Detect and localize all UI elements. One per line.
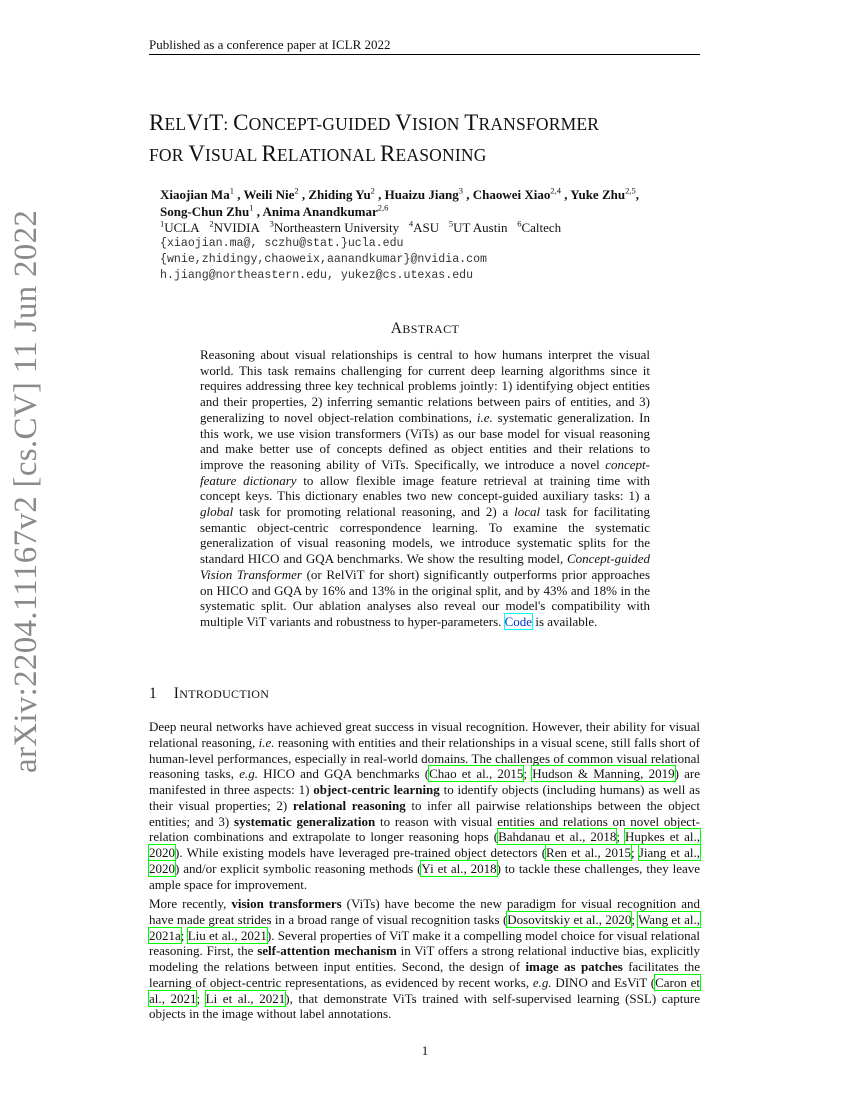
citation-link[interactable]: Jiang et al., 2020 <box>149 845 700 876</box>
author-list: Xiaojian Ma$^1$ , Weili Nie$^2$ , Zhiding Yu$^2$ , Huaizu Jiang$^3$ , Chaowei Xiao$^{2,4}$ , Yuke Zhu$^{2,5}$, Song-Chun Zhu$^1$ , Anima Anandkumar$^{2,6}$ <box>160 185 639 219</box>
arxiv-identifier[interactable]: arXiv:2204.11167v2 [cs.CV] 11 Jun 2022 <box>8 209 44 773</box>
author-name: Xiaojian Ma <box>160 187 230 202</box>
author-name: Zhiding Yu <box>308 187 371 202</box>
citation-link[interactable]: Hudson & Manning, 2019 <box>532 766 675 782</box>
running-header: Published as a conference paper at ICLR 2022 <box>149 37 700 55</box>
citation-link[interactable]: Wang et al., 2021a <box>149 911 700 943</box>
citation-link[interactable]: Chao et al., 2015 <box>429 766 524 782</box>
citation-link[interactable]: Yi et al., 2018 <box>421 860 497 876</box>
citation-link[interactable]: Caron et al., 2021 <box>149 974 700 1006</box>
author-emails <box>160 236 705 284</box>
citation-link[interactable]: Ren et al., 2015 <box>546 845 631 860</box>
citation-link[interactable]: Bahdanau et al., 2018 <box>498 829 617 845</box>
author-name: Chaowei Xiao <box>472 187 551 202</box>
page-number: 1 <box>421 1043 429 1058</box>
author-name: Weili Nie <box>243 187 295 202</box>
abstract-text: Reasoning about visual relationships is central to how humans interpret the visual world. This task remains challenging for current deep learning algorithms since it requires addressing three key technical problems jointly: 1) identifying object entities and their properties, 2) inferring semantic relations between pairs of entities, and 3) generalizing to novel object-relation combinations, i.e. systematic generalization. In this work, we use vision transformers (ViTs) as our base model for visual reasoning and make better use of concepts defined as object entities and their relations to improve the reasoning ability of ViTs. Specifically, we introduce a novel concept-feature dictionary to allow flexible image feature retrieval at training time with concept keys. This dictionary enables two new concept-guided auxiliary tasks: 1) a global task for promoting relational reasoning, and 2) a local task for facilitating semantic object-centric correspondence learning. To examine the systematic generalization of visual reasoning models, we introduce systematic splits for the standard HICO and GQA benchmarks. We show the resulting model, Concept-guided Vision Transformer (or RelViT for short) significantly outperforms prior approaches on HICO and GQA by 16% and 13% in the original split, and by 43% and 18% in the systematic split. Our ablation analyses also reveal our model's compatibility with multiple ViT variants and robustness to hyper-parameters. Code is available. <box>200 347 651 629</box>
citation-link[interactable]: Hupkes et al., 2020 <box>149 829 700 860</box>
author-name: Anima Anandkumar <box>262 204 378 219</box>
email-line: {wnie,zhidingy,chaoweix,aanandkumar}@nvidia.com <box>160 253 487 266</box>
abstract-heading: ABSTRACT <box>390 320 460 337</box>
citation-link[interactable]: Liu et al., 2021 <box>187 927 267 943</box>
citation-link[interactable]: Dosovitskiy et al., 2020 <box>507 911 632 927</box>
affiliations: $^1$UCLA $^2$NVIDIA $^3$Northeastern University $^4$ASU $^5$UT Austin $^6$Caltech <box>160 218 562 235</box>
title-line-1: RELVIT: CONCEPT-GUIDED VISION TRANSFORMER <box>149 110 600 135</box>
author-name: Huaizu Jiang <box>384 187 459 202</box>
intro-paragraph-1: Deep neural networks have achieved great success in visual recognition. However, their ability for visual relational reasoning, i.e. reasoning with entities and their relationships in a visual scene, still falls short of human-level performances, especially in real-world domains. The challenges of common visual relational reasoning tasks, e.g. HICO and GQA benchmarks (Chao et al., 2015; Hudson & Manning, 2019) are manifested in three aspects: 1) object-centric learning to identify objects (including humans) as well as their visual properties; 2) relational reasoning to infer all pairwise relationships between the object entities; and 3) systematic generalization to reason with visual entities and relations on novel object-relation combinations and extrapolate to longer reasoning hops (Bahdanau et al., 2018; Hupkes et al., 2020). While existing models have leveraged pre-trained object detectors (Ren et al., 2015; Jiang et al., 2020) and/or explicit symbolic reasoning methods (Yi et al., 2018) to tackle these challenges, they leave ample space for improvement. <box>149 719 701 892</box>
paper-title <box>149 108 709 170</box>
author-name: Song-Chun Zhu <box>160 204 250 219</box>
citation-link[interactable]: Li et al., 2021 <box>205 990 286 1006</box>
code-link[interactable]: Code <box>504 613 533 629</box>
email-line: {xiaojian.ma@, sczhu@stat.}ucla.edu <box>160 237 404 250</box>
email-line: h.jiang@northeastern.edu, yukez@cs.utexas.edu <box>160 269 474 282</box>
author-name: Yuke Zhu <box>570 187 626 202</box>
intro-paragraph-2: More recently, vision transformers (ViTs) have become the new paradigm for visual recognition and have made great strides in a broad range of visual recognition tasks (Dosovitskiy et al., 2020; Wang et al., 2021a; Liu et al., 2021). Several properties of ViT make it a compelling model choice for visual relational reasoning. First, the self-attention mechanism in ViT offers a strong relational inductive bias, explicitly modeling the relations between input entities. Second, the design of image as patches facilitates the learning of object-centric representations, as evidenced by recent works, e.g. DINO and EsViT (Caron et al., 2021; Li et al., 2021), that demonstrate ViTs trained with self-supervised learning (SSL) capture objects in the image without label annotations. <box>149 896 701 1022</box>
section-heading-introduction: 1 INTRODUCTION <box>149 685 270 702</box>
title-line-2: FOR VISUAL RELATIONAL REASONING <box>149 141 487 166</box>
